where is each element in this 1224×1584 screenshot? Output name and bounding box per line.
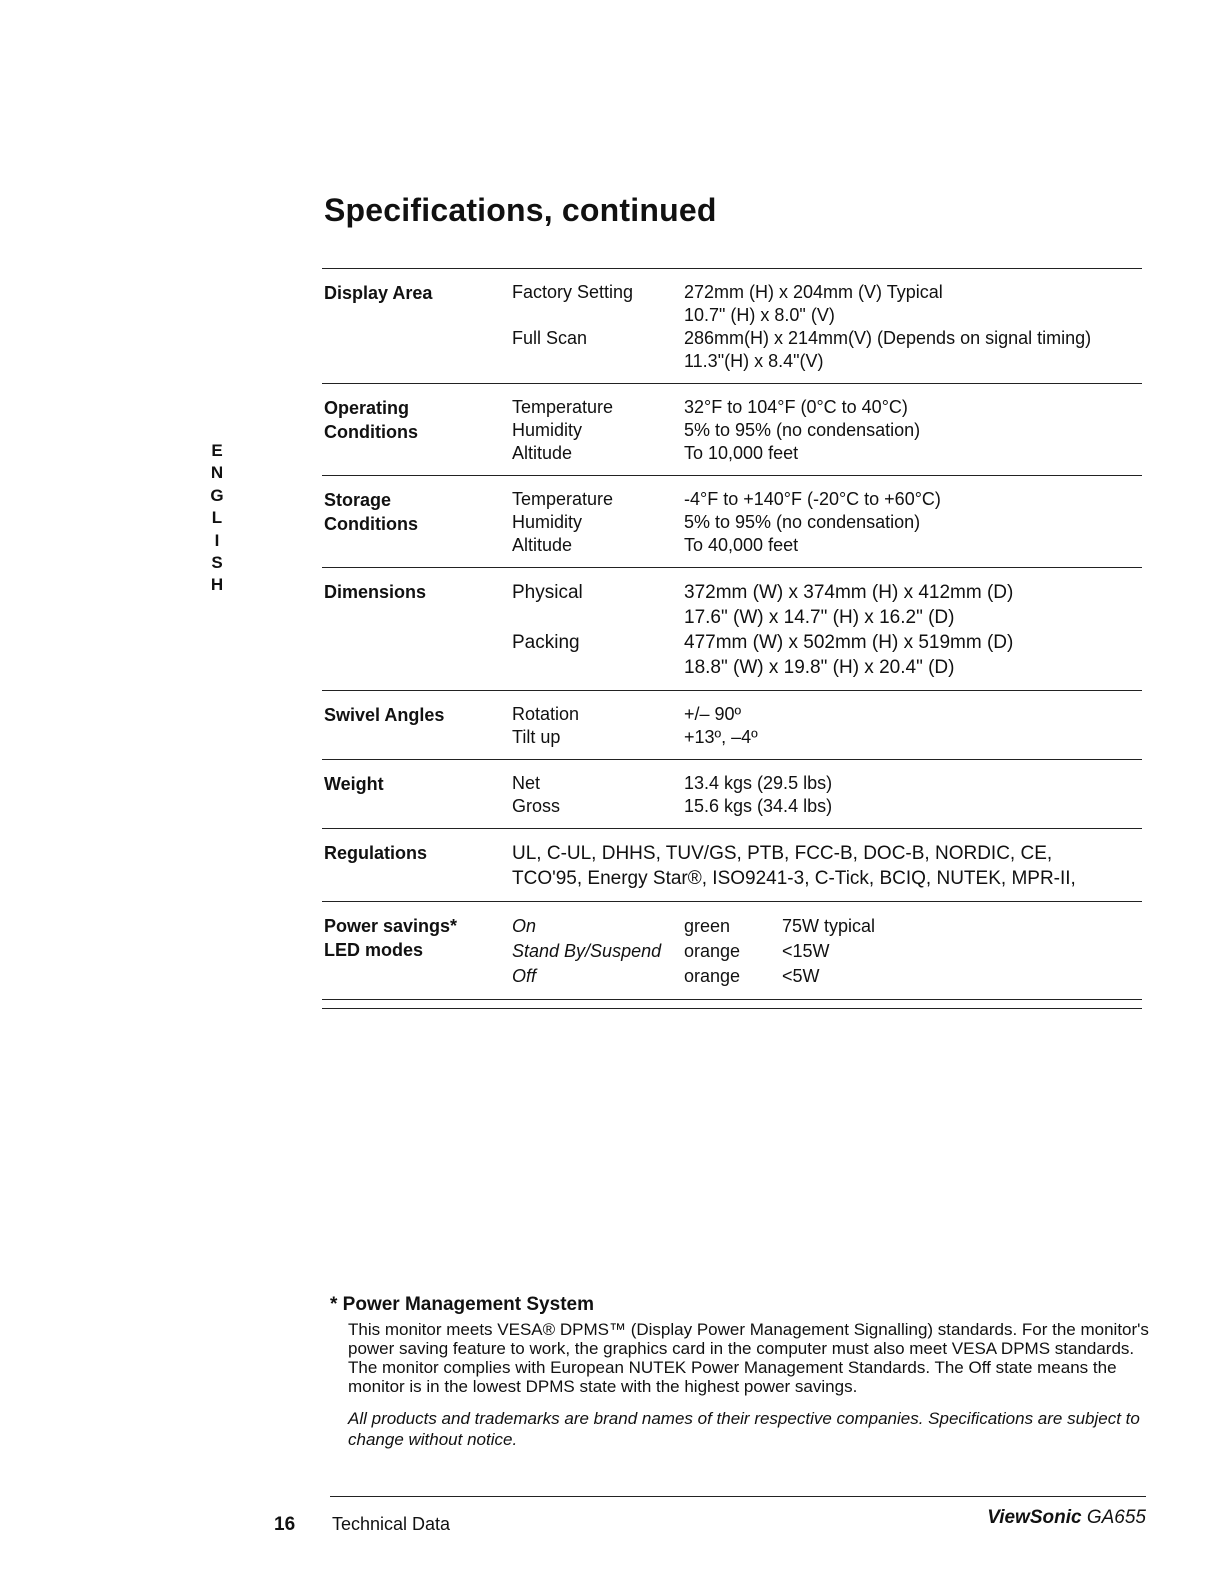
spec-category: Weight — [324, 774, 384, 794]
spec-label: Net — [512, 773, 541, 793]
spec-value: 11.3"(H) x 8.4"(V) — [684, 351, 824, 371]
spec-category-line: Conditions — [324, 422, 418, 442]
spec-category — [322, 488, 512, 557]
regulations-line: UL, C-UL, DHHS, TUV/GS, PTB, FCC-B, DOC-B, NORDIC, CE, — [512, 843, 1053, 864]
table-end-rule — [322, 1008, 1142, 1009]
side-letter: H — [210, 575, 224, 595]
spec-label: Humidity — [512, 512, 583, 532]
side-letter: I — [214, 530, 220, 550]
spec-value: 5% to 95% (no condensation) — [684, 420, 921, 440]
spec-label: Humidity — [512, 420, 583, 440]
led-color: green — [684, 916, 731, 936]
side-letter: S — [211, 553, 223, 573]
spec-label: Altitude — [512, 443, 573, 463]
spec-category: Swivel Angles — [324, 705, 445, 725]
spec-category — [322, 914, 512, 989]
spec-value: -4°F to +140°F (-20°C to +60°C) — [684, 489, 941, 509]
spec-value: 372mm (W) x 374mm (H) x 412mm (D) — [684, 582, 1014, 603]
spec-row-display-area — [322, 268, 1142, 383]
brand-model — [987, 1507, 1146, 1529]
spec-row-dimensions — [322, 567, 1142, 690]
spec-label: Temperature — [512, 489, 614, 509]
side-letter: L — [211, 508, 223, 528]
spec-value: 286mm(H) x 214mm(V) (Depends on signal timing) — [684, 328, 1092, 348]
spec-label: Factory Setting — [512, 282, 634, 302]
spec-category-line: Operating — [324, 398, 410, 418]
spec-value: 5% to 95% (no condensation) — [684, 512, 921, 532]
side-letter: E — [211, 441, 223, 460]
brand-name: ViewSonic — [987, 1507, 1082, 1528]
spec-category-line: Power savings* — [324, 916, 458, 936]
spec-label: Gross — [512, 796, 561, 816]
spec-label: Temperature — [512, 397, 614, 417]
regulations-line: TCO'95, Energy Star®, ISO9241-3, C-Tick, BCIQ, NUTEK, MPR-II, — [512, 868, 1076, 889]
power-management-footnote — [330, 1294, 1150, 1450]
spec-value: To 40,000 feet — [684, 535, 799, 555]
footnote-text: This monitor meets VESA® DPMS™ (Display Power Management Signalling) standards. For the monitor's power saving feature to work, the graphics card in the computer must also meet VESA DPMS standards. The monitor complies with European NUTEK Power Management Standards. The Off state means the monitor is in the lowest DPMS state with the highest power savings. — [348, 1320, 1149, 1396]
spec-row-operating — [322, 383, 1142, 475]
page-number: 16 — [274, 1514, 296, 1535]
power-mode-row — [512, 964, 1142, 989]
spec-label: Full Scan — [512, 328, 588, 348]
spec-category-line: Storage — [324, 490, 392, 510]
spec-row-weight — [322, 759, 1142, 828]
spec-label: Packing — [512, 632, 580, 653]
spec-value: 17.6" (W) x 14.7" (H) x 16.2" (D) — [684, 607, 955, 628]
spec-row-power — [322, 901, 1142, 999]
spec-value: To 10,000 feet — [684, 443, 799, 463]
side-letter: G — [210, 485, 224, 505]
table-end-rule — [322, 999, 1142, 1008]
power-state: Off — [512, 966, 537, 986]
spec-row-storage — [322, 475, 1142, 567]
power-mode-row — [512, 939, 1142, 964]
specifications-table — [322, 268, 1142, 1009]
power-state: Stand By/Suspend — [512, 941, 662, 961]
spec-category: Display Area — [324, 283, 433, 303]
power-state: On — [512, 916, 537, 936]
spec-value: +13º, –4º — [684, 727, 758, 747]
spec-category-line: LED modes — [324, 940, 424, 960]
spec-category: Regulations — [324, 843, 428, 863]
power-consumption: <5W — [782, 966, 820, 986]
led-color: orange — [684, 941, 741, 961]
led-color: orange — [684, 966, 741, 986]
spec-row-regulations — [322, 828, 1142, 901]
spec-category-line: Conditions — [324, 514, 418, 534]
side-language-label — [208, 440, 226, 597]
power-consumption: 75W typical — [782, 916, 876, 936]
spec-row-swivel — [322, 690, 1142, 759]
spec-value: 13.4 kgs (29.5 lbs) — [684, 773, 833, 793]
spec-label: Physical — [512, 582, 583, 603]
spec-label: Altitude — [512, 535, 573, 555]
spec-value: +/– 90º — [684, 704, 742, 724]
spec-value: 10.7" (H) x 8.0" (V) — [684, 305, 835, 325]
spec-value: 477mm (W) x 502mm (H) x 519mm (D) — [684, 632, 1014, 653]
page-title: Specifications, continued — [324, 192, 717, 228]
side-letter: N — [210, 463, 224, 483]
spec-value: 32°F to 104°F (0°C to 40°C) — [684, 397, 908, 417]
spec-value: 15.6 kgs (34.4 lbs) — [684, 796, 833, 816]
spec-value: 18.8" (W) x 19.8" (H) x 20.4" (D) — [684, 657, 955, 678]
spec-label: Tilt up — [512, 727, 561, 747]
legal-notice: All products and trademarks are brand names of their respective companies. Specifications are subject to change without notice. — [348, 1409, 1140, 1449]
spec-label: Rotation — [512, 704, 580, 724]
spec-category: Dimensions — [324, 582, 427, 602]
model-name: GA655 — [1086, 1507, 1146, 1528]
spec-value: 272mm (H) x 204mm (V) Typical — [684, 282, 943, 302]
footnote-title: * Power Management System — [330, 1294, 594, 1315]
footer-rule — [330, 1496, 1146, 1497]
power-consumption: <15W — [782, 941, 830, 961]
spec-category — [322, 396, 512, 465]
power-mode-row — [512, 914, 1142, 939]
section-name: Technical Data — [332, 1514, 451, 1534]
